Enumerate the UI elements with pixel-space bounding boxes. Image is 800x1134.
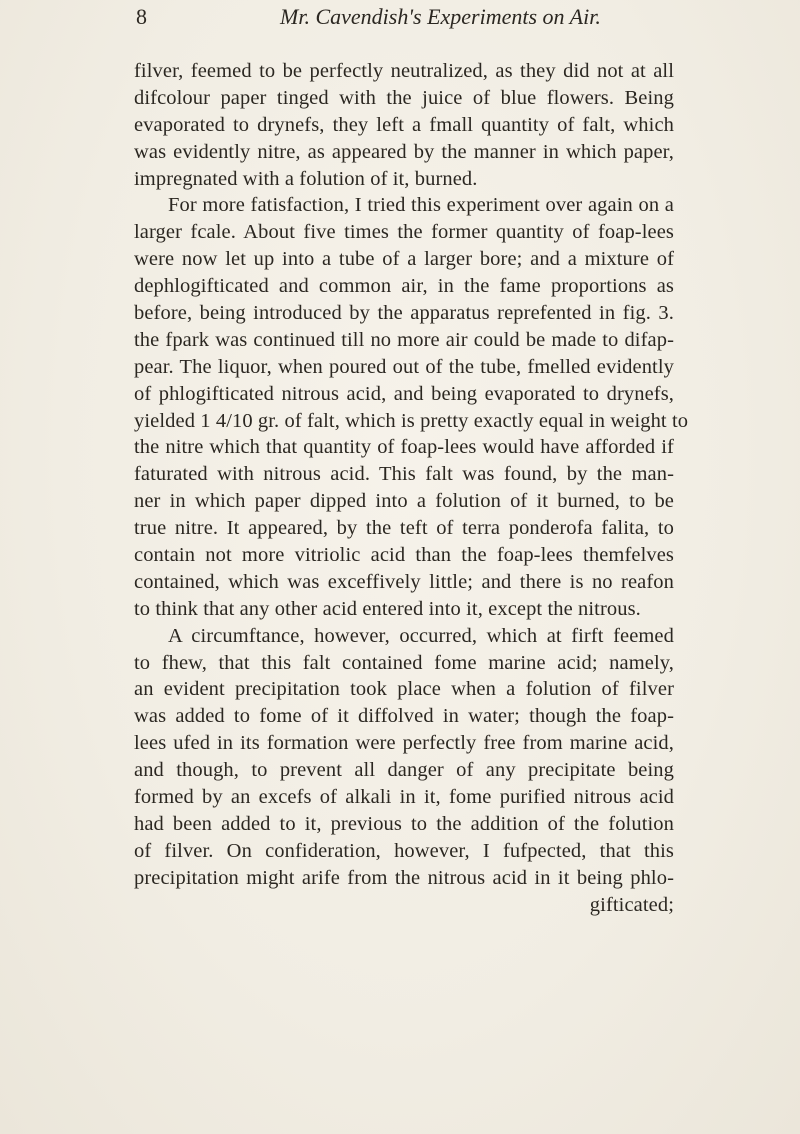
- text-line: had been added to it, previous to the addition of the folution: [134, 812, 674, 835]
- text-line: gifticated;: [589, 893, 674, 916]
- text-line: the nitre which that quantity of foap-lees would have afforded if: [134, 436, 674, 459]
- text-line: For more fatisfaction, I tried this experiment over again on a: [168, 194, 674, 217]
- text-line: before, being introduced by the apparatus reprefented in fig. 3.: [134, 302, 674, 325]
- text-line: filver, feemed to be perfectly neutralized, as they did not at all: [134, 60, 674, 82]
- text-line: of filver. On confideration, however, I fufpected, that this: [134, 839, 674, 862]
- text-line: pear. The liquor, when poured out of the tube, fmelled evidently: [134, 355, 674, 378]
- text-line: of phlogifticated nitrous acid, and being evaporated to drynefs,: [134, 382, 674, 405]
- text-line: and though, to prevent all danger of any precipitate being: [134, 759, 674, 782]
- text-line: the fpark was continued till no more air could be made to difap-: [134, 328, 674, 351]
- page-number: 8: [136, 4, 147, 29]
- text-line: larger fcale. About five times the former quantity of foap-lees: [134, 221, 674, 244]
- text-line: lees ufed in its formation were perfectly free from marine acid,: [134, 732, 674, 755]
- page-header: [120, 2, 680, 32]
- text-line: was evidently nitre, as appeared by the manner in which paper,: [134, 140, 674, 163]
- text-line: dephlogifticated and common air, in the fame proportions as: [134, 275, 674, 298]
- running-head: Mr. Cavendish's Experiments on Air.: [280, 4, 601, 29]
- text-line: were now let up into a tube of a larger bore; and a mixture of: [134, 248, 674, 271]
- text-line: precipitation might arife from the nitrous acid in it being phlo-: [134, 866, 674, 889]
- text-line: contain not more vitriolic acid than the foap-lees themfelves: [134, 544, 674, 567]
- text-line: yielded 1 4/10 gr. of falt, which is pretty exactly equal in weight to: [134, 409, 689, 432]
- text-line: A circumftance, however, occurred, which at firft feemed: [168, 624, 674, 647]
- text-line: to think that any other acid entered into it, except the nitrous.: [134, 597, 641, 620]
- text-line: an evident precipitation took place when a folution of filver: [134, 678, 674, 701]
- text-line: ner in which paper dipped into a folution of it burned, to be: [134, 490, 674, 513]
- text-line: formed by an excefs of alkali in it, fome purified nitrous acid: [134, 786, 674, 809]
- text-line: faturated with nitrous acid. This falt was found, by the man-: [134, 463, 674, 486]
- text-line: difcolour paper tinged with the juice of blue flowers. Being: [134, 86, 674, 109]
- text-line: was added to fome of it diffolved in water; though the foap-: [134, 705, 674, 728]
- body-text: [134, 58, 689, 919]
- text-line: impregnated with a folution of it, burned.: [134, 167, 478, 190]
- text-line: evaporated to drynefs, they left a fmall quantity of falt, which: [134, 113, 674, 136]
- text-line: to fhew, that this falt contained fome marine acid; namely,: [134, 651, 674, 674]
- text-line: contained, which was exceffively little; and there is no reafon: [134, 570, 674, 593]
- text-line: true nitre. It appeared, by the teft of terra ponderofa falita, to: [134, 517, 674, 540]
